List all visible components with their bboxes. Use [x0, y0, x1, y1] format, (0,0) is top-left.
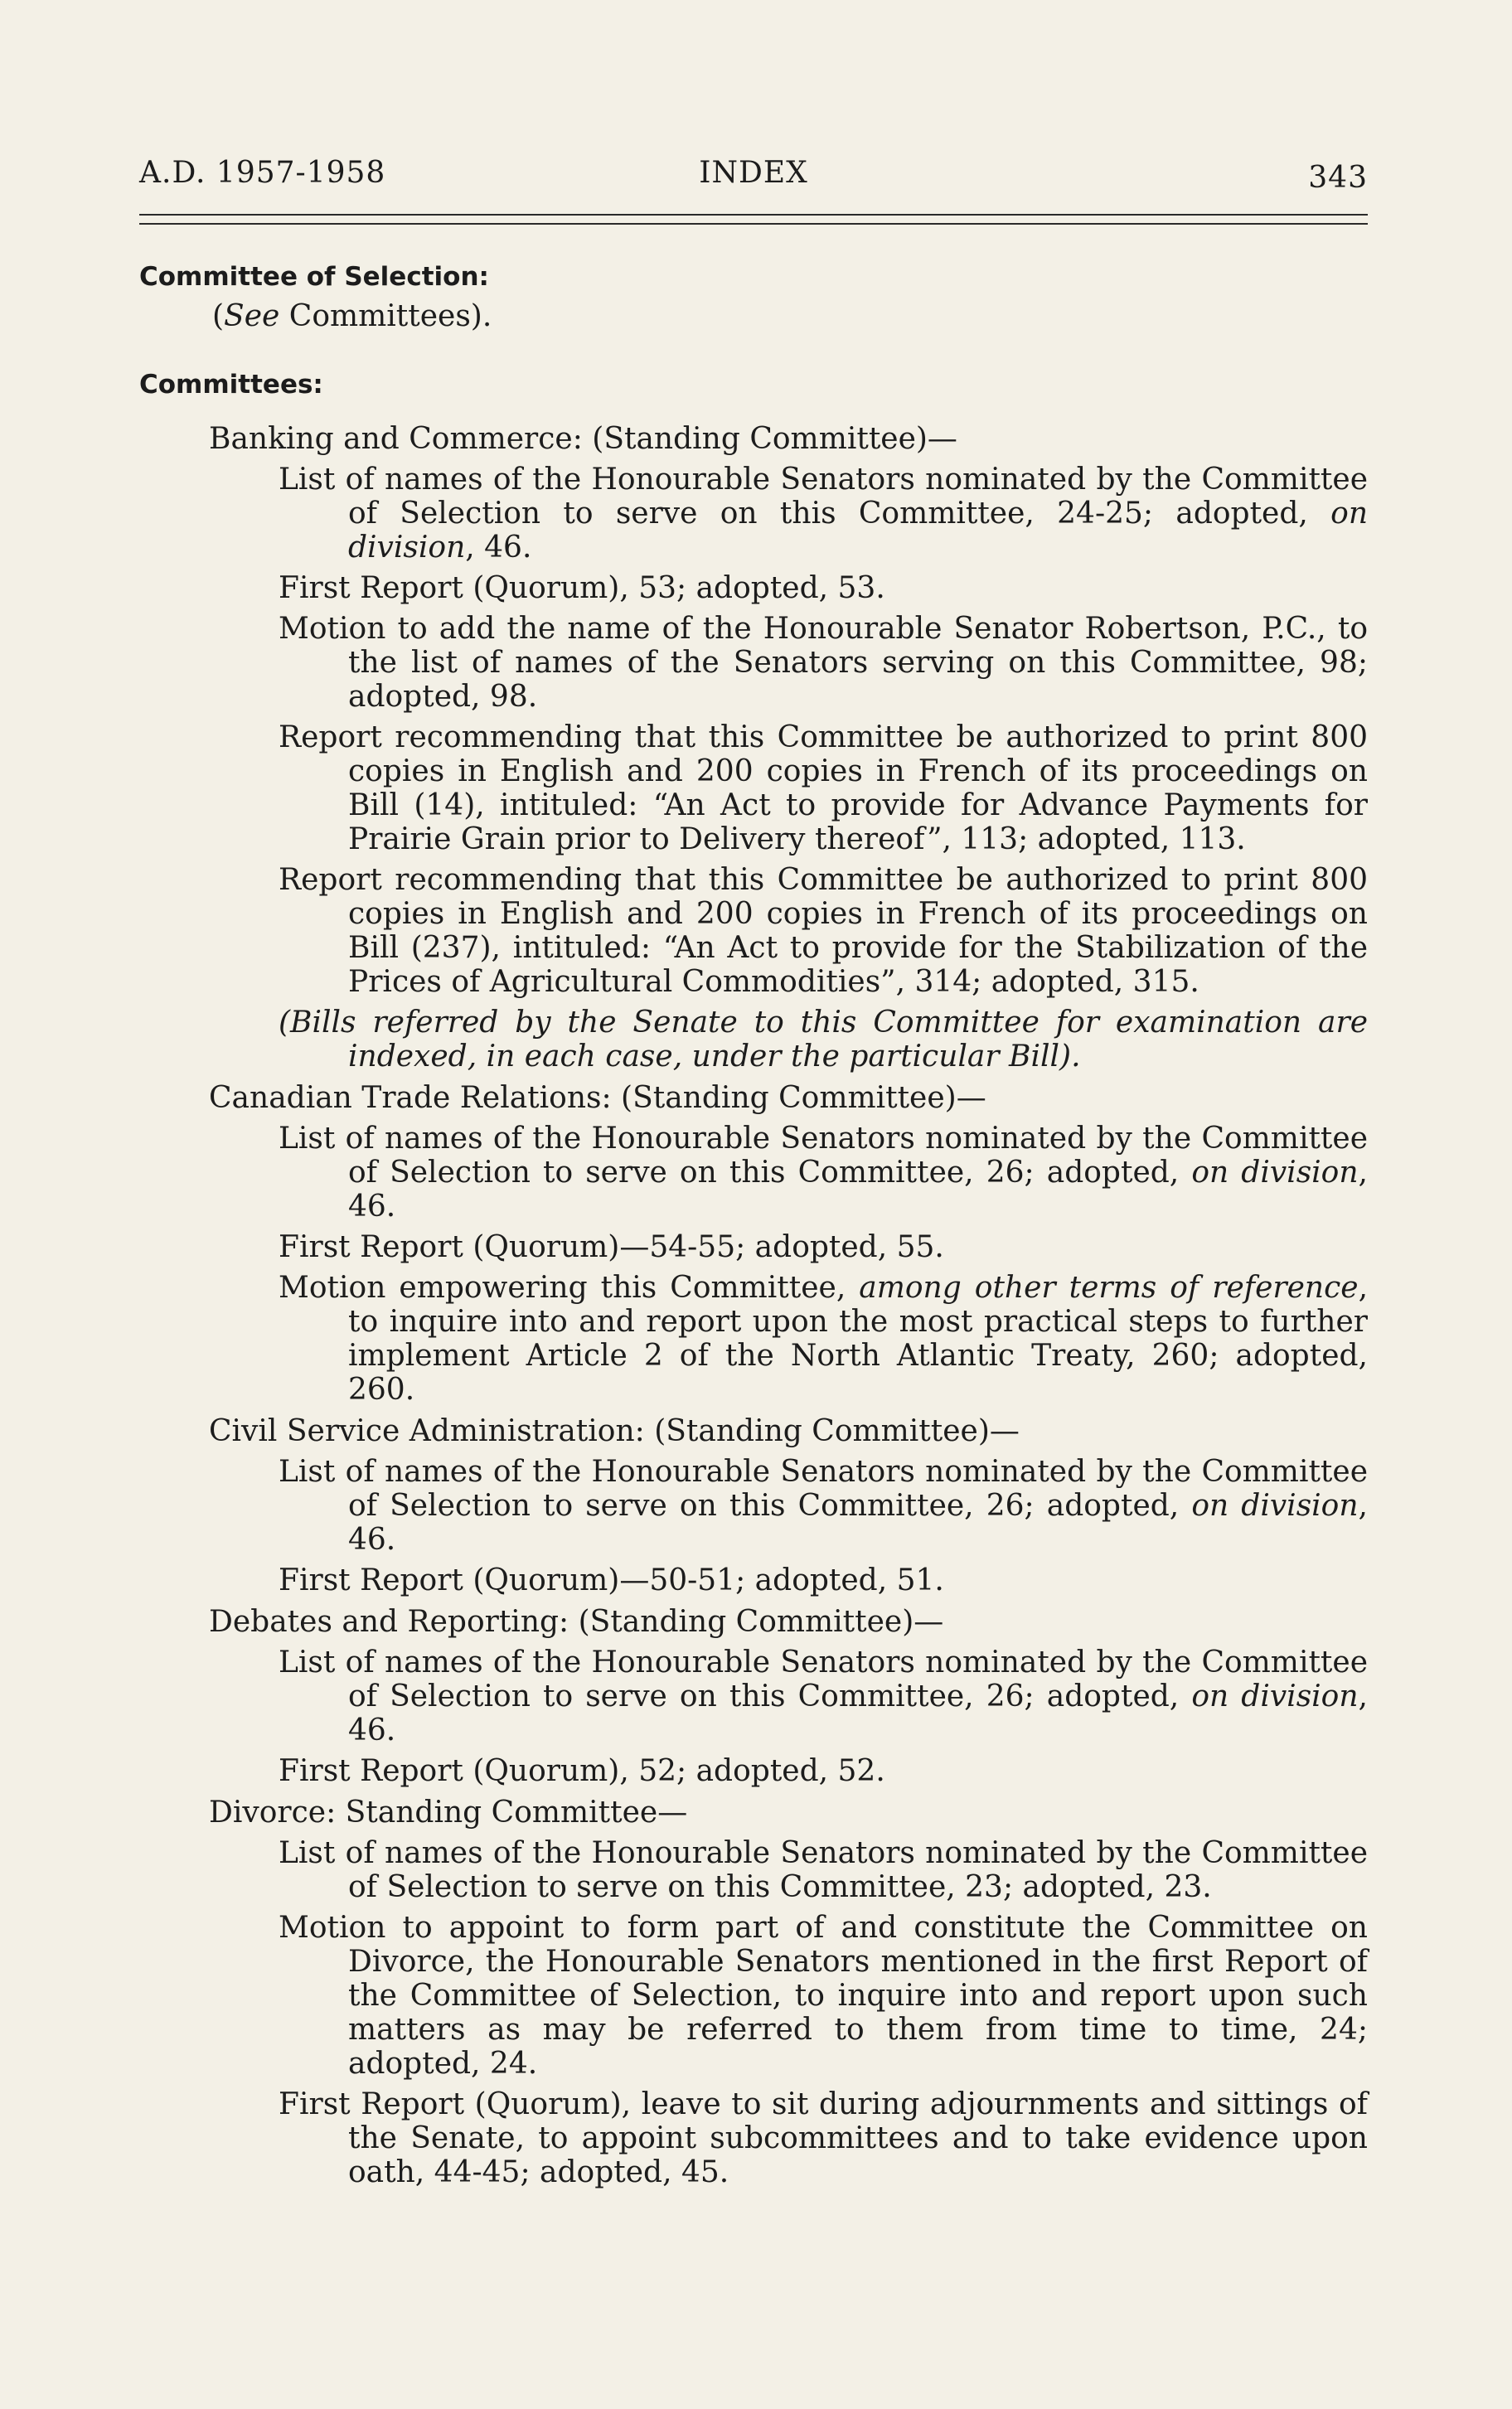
subsection-divorce: Divorce: Standing Committee—	[209, 1796, 688, 1830]
index-entry: Motion to appoint to form part of and constitute the Committee on Divorce, the Honourable Senators mentioned in the first Report of the Committee of Selection, to inquire into and report upon such matters as may be referred to them from time to time, 24; adopted, 24.	[279, 1911, 1368, 2081]
index-entry: Report recommending that this Committee be authorized to print 800 copies in English and 200 copies in French of its proceedings on Bill (237), intituled: “An Act to provide for the Stabilization of the Prices of Agricultural Commodities”, 314; adopted, 315.	[279, 863, 1368, 999]
index-entry: List of names of the Honourable Senators nominated by the Committee of Selection to serve on this Committee, 23; adopted, 23.	[279, 1836, 1368, 1904]
index-entry: Report recommending that this Committee be authorized to print 800 copies in English and 200 copies in French of its proceedings on Bill (14), intituled: “An Act to provide for Advance Payments for Prairie Grain prior to Delivery thereof”, 113; adopted, 113.	[279, 720, 1368, 856]
index-note: (Bills referred by the Senate to this Committee for examination are indexed, in each case, under the particular Bill).	[279, 1006, 1368, 1074]
subsection-debates-and-reporting: Debates and Reporting: (Standing Committee)—	[209, 1605, 944, 1639]
header-title: INDEX	[699, 156, 808, 190]
index-entry: List of names of the Honourable Senators nominated by the Committee of Selection to serve on this Committee, 26; adopted, on division, 46.	[279, 1455, 1368, 1557]
index-entry: List of names of the Honourable Senators nominated by the Committee of Selection to serve on this Committee, 26; adopted, on division, 46.	[279, 1646, 1368, 1747]
index-entry: Motion to add the name of the Honourable Senator Robertson, P.C., to the list of names of the Senators serving on this Committee, 98; adopted, 98.	[279, 612, 1368, 714]
index-entry: First Report (Quorum), 53; adopted, 53.	[279, 571, 885, 605]
heading-committees: Committees:	[139, 370, 323, 400]
index-entry: First Report (Quorum)—54-55; adopted, 55.	[279, 1230, 944, 1264]
index-content	[139, 260, 1368, 2189]
heading-committee-of-selection: Committee of Selection:	[139, 262, 489, 292]
index-entry: List of names of the Honourable Senators nominated by the Committee of Selection to serve on this Committee, 24-25; adopted, on division, 46.	[279, 463, 1368, 565]
subsection-canadian-trade-relations: Canadian Trade Relations: (Standing Committee)—	[209, 1081, 986, 1115]
header-double-rule	[139, 214, 1368, 225]
subsection-civil-service-administration: Civil Service Administration: (Standing Committee)—	[209, 1414, 1020, 1448]
header-date-range: A.D. 1957-1958	[139, 156, 386, 190]
index-entry: Motion empowering this Committee, among other terms of reference, to inquire into and report upon the most practical steps to further implement Article 2 of the North Atlantic Treaty, 260; adopted, 260.	[279, 1271, 1369, 1407]
index-entry: First Report (Quorum)—50-51; adopted, 51.	[279, 1563, 944, 1597]
subsection-banking-and-commerce: Banking and Commerce: (Standing Committee)—	[209, 422, 957, 456]
index-entry: First Report (Quorum), leave to sit during adjournments and sittings of the Senate, to appoint subcommittees and to take evidence upon oath, 44-45; adopted, 45.	[279, 2087, 1368, 2189]
page-number: 343	[1308, 161, 1368, 195]
running-header	[139, 156, 1368, 197]
index-entry: First Report (Quorum), 52; adopted, 52.	[279, 1754, 885, 1788]
index-entry: List of names of the Honourable Senators nominated by the Committee of Selection to serve on this Committee, 26; adopted, on division, 46.	[279, 1122, 1368, 1224]
see-reference: (See Committees).	[212, 299, 492, 333]
